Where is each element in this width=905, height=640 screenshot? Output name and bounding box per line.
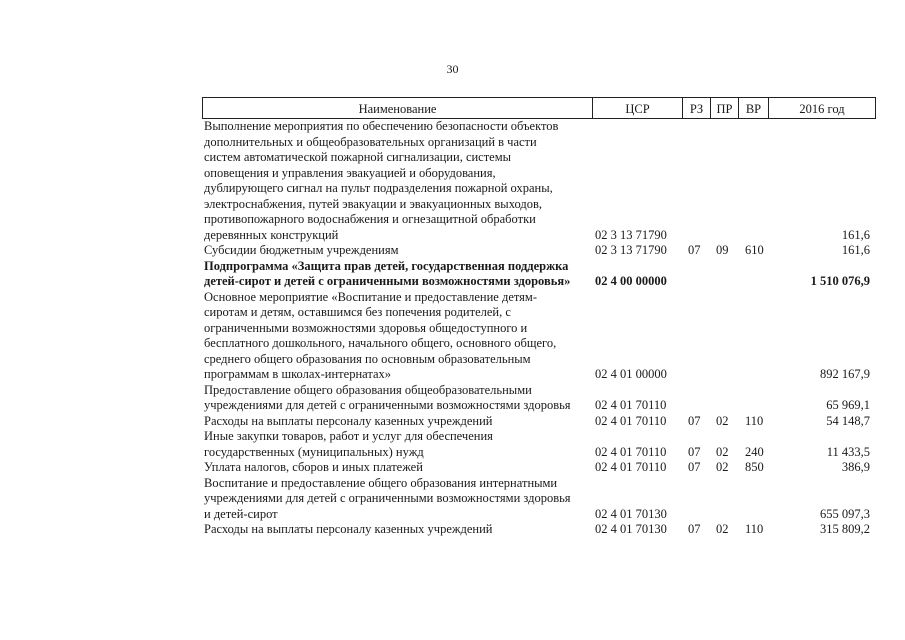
table-row: [204, 414, 874, 430]
row-name: [204, 259, 592, 290]
row-name-line: Подпрограмма «Защита прав детей, государственная поддержка: [204, 258, 569, 273]
row-name-line: учреждениями для детей с ограниченными возможностями здоровья: [204, 398, 571, 412]
row-rz: 07: [688, 522, 701, 536]
row-name-line: Воспитание и предоставление общего образования интернатными: [204, 475, 558, 490]
row-amount: 161,6: [841, 243, 870, 257]
row-name-line: Выполнение мероприятия по обеспечению безопасности объектов: [204, 119, 559, 133]
row-name-line: детей-сирот и детей с ограниченными возможностями здоровья»: [204, 274, 571, 288]
row-amount: 161,6: [841, 227, 870, 242]
row-name: [204, 290, 592, 383]
row-name-line: и детей-сирот: [204, 506, 278, 521]
row-amount: 892 167,9: [820, 367, 870, 381]
row-name-line: систем автоматической пожарной сигнализации, системы: [204, 150, 512, 164]
table-row: [204, 119, 874, 243]
row-name-line: дублирующего сигнал на пульт подразделения пожарной охраны,: [204, 181, 553, 195]
row-amount: 65 969,1: [826, 398, 870, 412]
row-rz: 07: [688, 243, 701, 257]
table-header: [202, 97, 876, 119]
row-name: [204, 119, 592, 243]
row-amount: 54 148,7: [826, 413, 870, 428]
row-name: [204, 476, 592, 523]
row-csr: 02 4 01 70130: [595, 522, 667, 536]
row-amount: 315 809,2: [820, 522, 870, 536]
row-vr: 610: [745, 243, 764, 257]
row-name-line: противопожарного водоснабжения и огнезащитной обработки: [204, 212, 536, 226]
row-name-line: государственных (муниципальных) нужд: [204, 444, 424, 459]
row-name-line: ограниченными возможностями здоровья общедоступного и: [204, 320, 528, 335]
row-amount: 386,9: [841, 460, 870, 474]
row-amount: 655 097,3: [820, 506, 870, 521]
row-name-line: деревянных конструкций: [204, 227, 339, 242]
row-name: [204, 522, 592, 538]
row-amount: 1 510 076,9: [810, 274, 870, 288]
row-pr: 02: [716, 413, 729, 428]
row-name-line: Субсидии бюджетным учреждениям: [204, 243, 399, 257]
row-csr: 02 4 01 70110: [595, 413, 667, 428]
row-rz: 07: [688, 444, 701, 459]
row-name-line: бесплатного дошкольного, начального общего, основного общего,: [204, 336, 557, 350]
row-csr: 02 4 01 70130: [595, 506, 667, 521]
table-row: [204, 243, 874, 259]
row-name-line: Расходы на выплаты персоналу казенных учреждений: [204, 522, 493, 536]
row-name: [204, 429, 592, 460]
row-rz: 07: [688, 413, 701, 428]
row-name-line: Иные закупки товаров, работ и услуг для обеспечения: [204, 429, 493, 443]
row-csr: 02 4 00 00000: [595, 274, 667, 288]
header-name: Наименование: [203, 98, 593, 118]
table-row: [204, 259, 874, 290]
row-csr: 02 4 01 70110: [595, 460, 667, 474]
row-name-line: учреждениями для детей с ограниченными возможностями здоровья: [204, 491, 571, 505]
header-pr: ПР: [711, 98, 739, 118]
row-name-line: сиротам и детям, оставшимся без попечения родителей, с: [204, 305, 511, 319]
table-body: [204, 119, 874, 538]
row-pr: 02: [716, 460, 729, 474]
page-number: 30: [446, 62, 459, 76]
row-csr: 02 4 01 00000: [595, 367, 667, 381]
row-vr: 850: [745, 460, 764, 474]
row-csr: 02 4 01 70110: [595, 398, 667, 412]
row-name-line: оповещения и управления эвакуацией и оборудования,: [204, 165, 496, 180]
table-row: [204, 429, 874, 460]
table-row: [204, 460, 874, 476]
row-name: [204, 243, 592, 259]
row-name-line: Уплата налогов, сборов и иных платежей: [204, 460, 423, 474]
header-vr: ВР: [739, 98, 769, 118]
row-csr: 02 4 01 70110: [595, 444, 667, 459]
row-name-line: Предоставление общего образования общеобразовательными: [204, 382, 532, 397]
row-vr: 110: [745, 413, 764, 428]
header-year: 2016 год: [799, 102, 845, 116]
row-csr: 02 3 13 71790: [595, 243, 667, 257]
table-row: [204, 476, 874, 523]
table-row: [204, 290, 874, 383]
row-name: [204, 460, 592, 476]
row-name: [204, 383, 592, 414]
row-name-line: дополнительных и общеобразовательных организаций в части: [204, 134, 537, 149]
table-row: [204, 522, 874, 538]
row-name: [204, 414, 592, 430]
row-csr: 02 3 13 71790: [595, 227, 667, 242]
row-rz: 07: [688, 460, 701, 474]
row-name-line: среднего общего образования по основным образовательным: [204, 351, 531, 366]
table-row: [204, 383, 874, 414]
row-pr: 09: [716, 243, 729, 257]
row-name-line: программам в школах-интернатах»: [204, 367, 392, 381]
row-name-line: Основное мероприятие «Воспитание и предоставление детям-: [204, 289, 538, 304]
row-amount: 11 433,5: [826, 444, 870, 459]
row-vr: 110: [745, 522, 764, 536]
row-name-line: электроснабжения, путей эвакуации и эвакуационных выходов,: [204, 196, 543, 211]
row-pr: 02: [716, 522, 729, 536]
header-rz: РЗ: [683, 98, 711, 118]
row-name-line: Расходы на выплаты персоналу казенных учреждений: [204, 413, 493, 428]
row-pr: 02: [716, 444, 729, 459]
row-vr: 240: [745, 444, 764, 459]
header-csr: ЦСР: [593, 98, 683, 118]
